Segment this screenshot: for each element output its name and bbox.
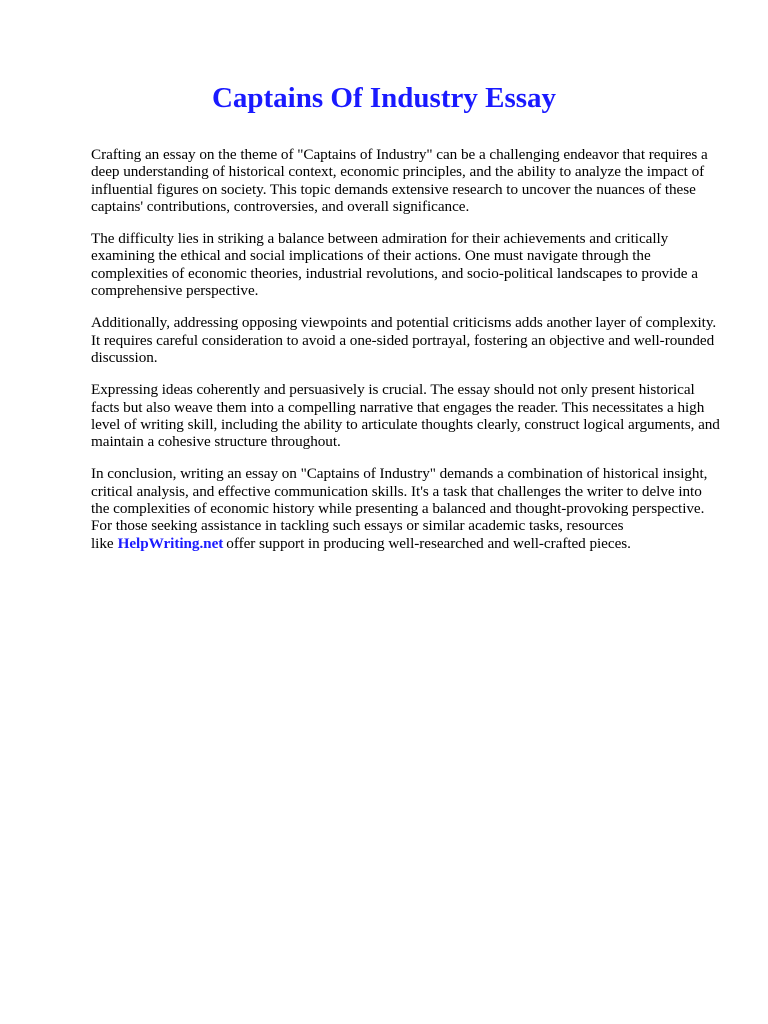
paragraph-4: Expressing ideas coherently and persuasively is crucial. The essay should not only present historical facts but also weave them into a compelling narrative that engages the reader. This necessitates a high level of writing skill, including the ability to articulate thoughts clearly, construct logical arguments, and maintain a cohesive structure throughout. <box>91 381 720 451</box>
paragraph-5-text-before-link: In conclusion, writing an essay on "Captains of Industry" demands a combination of historical insight, critical analysis, and effective communication skills. It's a task that challenges the writer to delve into the complexities of economic history while presenting a balanced and thought-provoking perspective. For those seeking assistance in tackling such essays or similar academic tasks, resources like <box>91 465 708 552</box>
essay-body <box>91 146 721 567</box>
page-title: Captains Of Industry Essay <box>211 82 557 114</box>
paragraph-5-text-after-link: offer support in producing well-researched and well-crafted pieces. <box>226 534 631 552</box>
helpwriting-link[interactable]: HelpWriting.net <box>117 534 224 552</box>
paragraph-2: The difficulty lies in striking a balance between admiration for their achievements and critically examining the ethical and social implications of their actions. One must navigate through the complexities of economic theories, industrial revolutions, and socio-political landscapes to provide a comprehensive perspective. <box>91 230 698 300</box>
paragraph-1: Crafting an essay on the theme of "Captains of Industry" can be a challenging endeavor that requires a deep understanding of historical context, economic principles, and the ability to analyze the impact of influential figures on society. This topic demands extensive research to uncover the nuances of these captains' contributions, controversies, and overall significance. <box>91 146 708 215</box>
paragraph-5 <box>91 465 721 551</box>
paragraph-3: Additionally, addressing opposing viewpoints and potential criticisms adds another layer of complexity. It requires careful consideration to avoid a one-sided portrayal, fostering an objective and well-rounded discussion. <box>91 314 717 366</box>
